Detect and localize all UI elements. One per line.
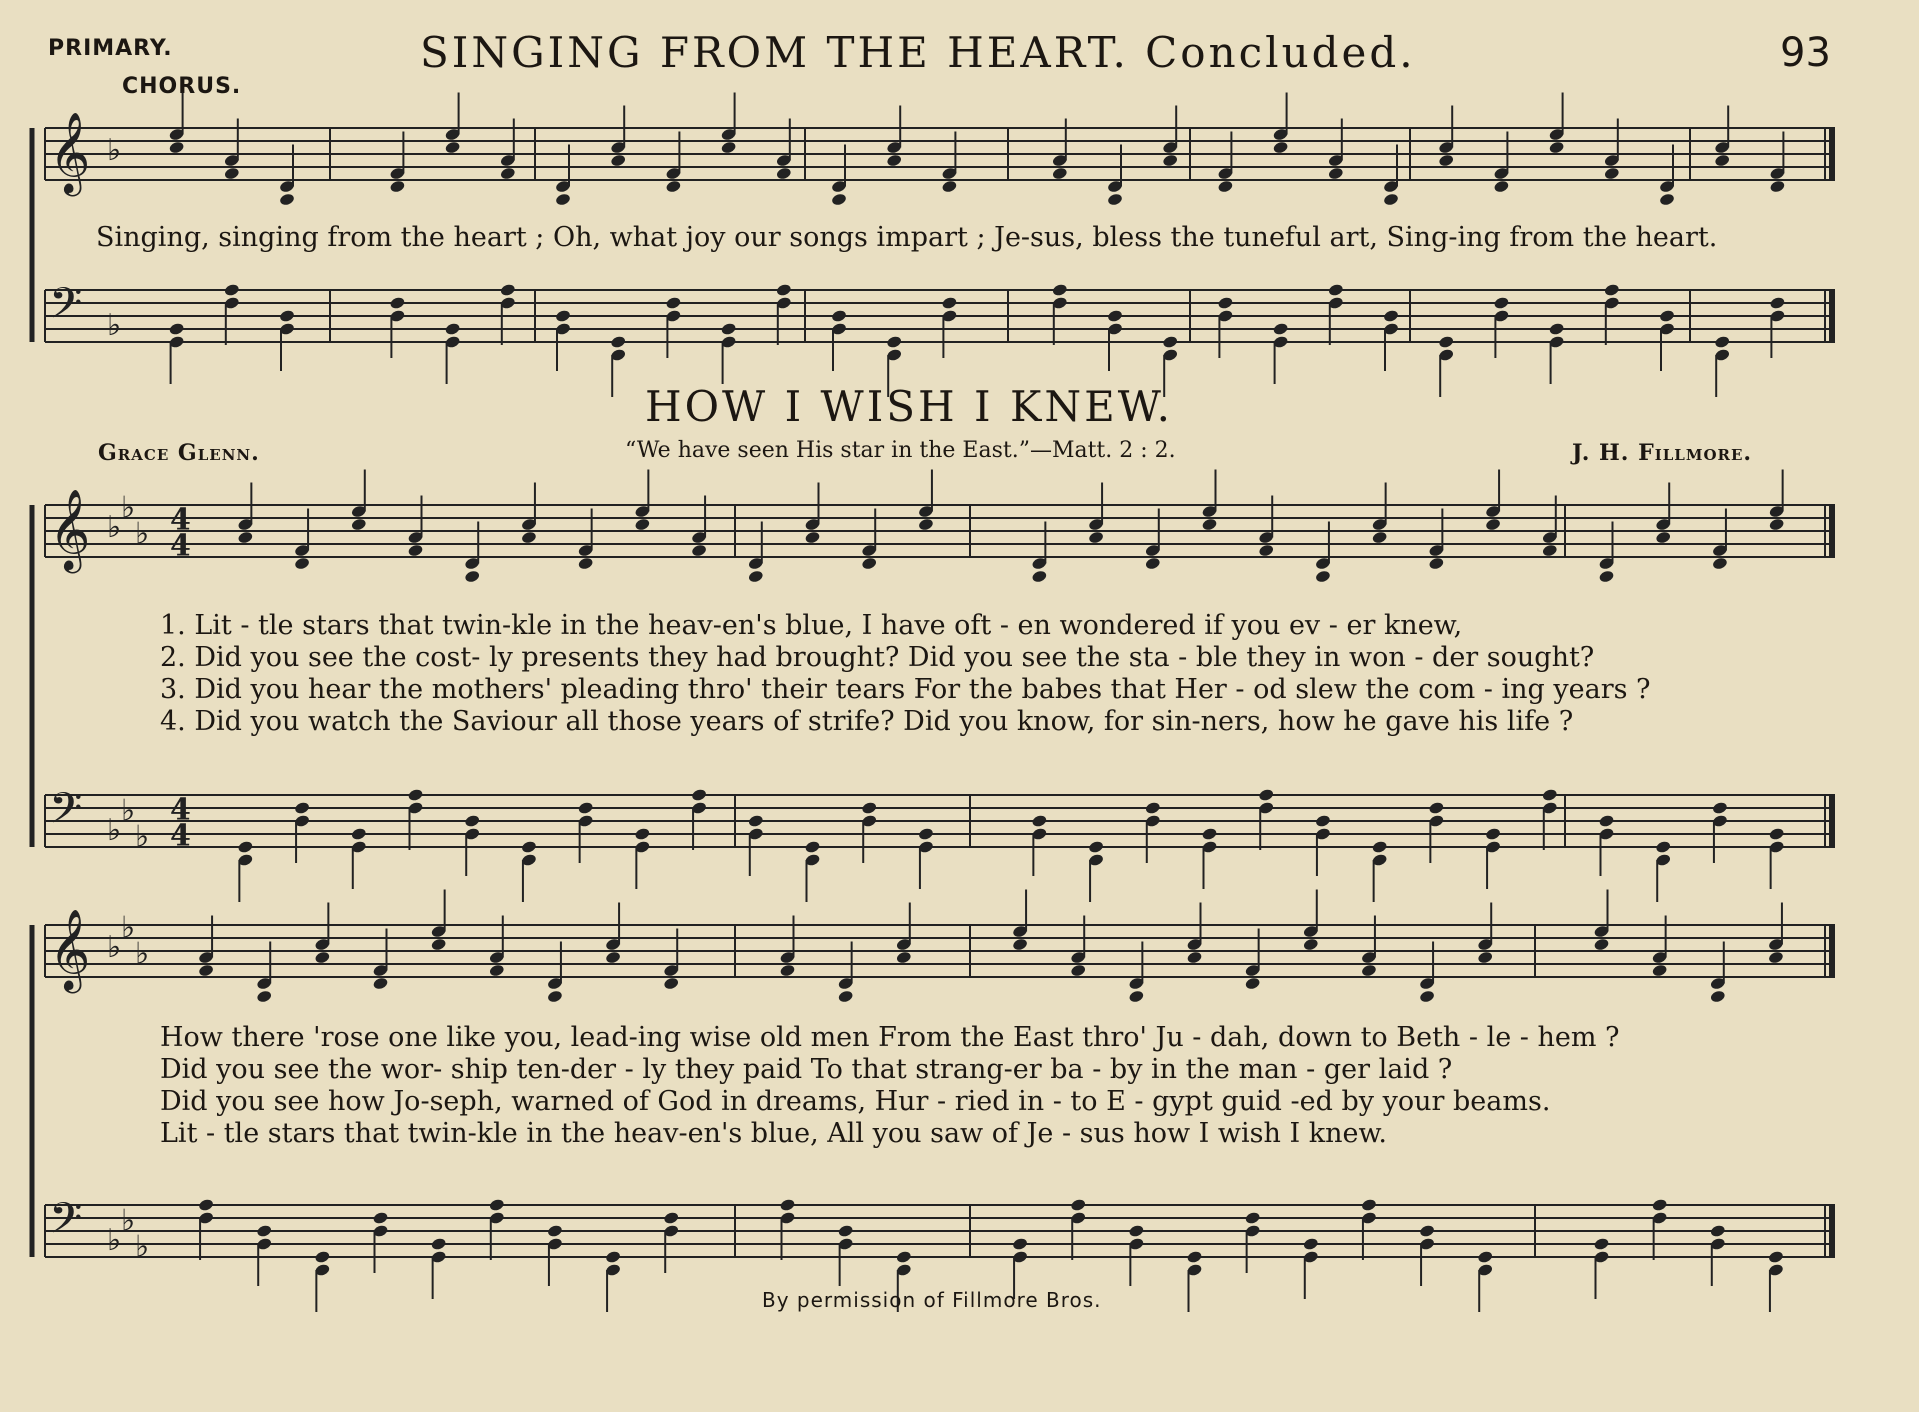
flat-icon: ♭	[121, 490, 136, 526]
notehead	[747, 569, 764, 583]
notehead	[256, 1224, 273, 1238]
notehead	[634, 517, 651, 531]
notehead	[430, 937, 447, 951]
notehead	[665, 179, 682, 193]
bass-clef-icon: 𝄢	[49, 1194, 83, 1254]
notehead	[547, 989, 564, 1003]
notehead	[1371, 840, 1388, 854]
notehead	[804, 530, 821, 544]
flat-icon: ♭	[107, 813, 122, 848]
author-credit: Grace Glenn.	[98, 440, 260, 466]
notehead	[804, 840, 821, 854]
notehead	[521, 840, 538, 854]
notehead	[691, 788, 708, 802]
time-signature-top: 4	[170, 792, 191, 828]
notehead	[464, 814, 481, 828]
notehead	[577, 801, 594, 815]
notehead	[294, 556, 311, 570]
notehead	[237, 840, 254, 854]
notehead	[1768, 517, 1785, 531]
notehead	[1598, 814, 1615, 828]
notehead	[1012, 937, 1029, 951]
notehead	[1438, 153, 1455, 167]
notehead	[1128, 989, 1145, 1003]
notehead	[1598, 569, 1615, 583]
notehead	[1714, 153, 1731, 167]
notehead	[1031, 569, 1048, 583]
notehead	[1258, 543, 1275, 557]
chorus-lyric: Singing, singing from the heart ; Oh, what joy our songs impart ; Je-sus, bless the tuneful art, Sing-ing from the heart.	[96, 222, 1718, 253]
flat-icon: ♭	[135, 1229, 150, 1265]
notehead	[1144, 801, 1161, 815]
flat-icon: ♭	[107, 930, 122, 965]
notehead	[776, 283, 793, 297]
notehead	[1493, 296, 1510, 310]
notehead	[1052, 166, 1069, 180]
notehead	[1593, 1237, 1610, 1251]
bass-clef-icon: 𝄢	[49, 784, 83, 844]
flat-icon: ♭	[107, 133, 122, 168]
notehead	[1315, 569, 1332, 583]
notehead	[1012, 1237, 1029, 1251]
notehead	[1070, 1198, 1087, 1212]
notehead	[918, 517, 935, 531]
notehead	[605, 950, 622, 964]
notehead	[1604, 283, 1621, 297]
final-barline	[1829, 795, 1835, 847]
bass-clef-icon: 𝄢	[49, 279, 83, 339]
notehead	[500, 283, 517, 297]
notehead	[1548, 140, 1565, 154]
notehead	[837, 989, 854, 1003]
notehead	[1768, 1250, 1785, 1264]
notehead	[372, 1211, 389, 1225]
notehead	[256, 989, 273, 1003]
notehead	[224, 283, 241, 297]
notehead	[1659, 192, 1676, 206]
notehead	[1186, 1250, 1203, 1264]
notehead	[941, 296, 958, 310]
notehead	[1201, 517, 1218, 531]
notehead	[1541, 788, 1558, 802]
notehead	[1088, 840, 1105, 854]
verse-line: How there 'rose one like you, lead-ing wise old men From the East thro' Ju - dah, down to Beth - le - hem ?	[160, 1022, 1620, 1053]
notehead	[350, 517, 367, 531]
notehead	[1031, 814, 1048, 828]
verse-line: Did you see how Jo-seph, warned of God in dreams, Hur - ried in - to E - gypt guid -ed by your beams.	[160, 1086, 1551, 1117]
final-barline	[1829, 1205, 1835, 1257]
notehead	[555, 309, 572, 323]
notehead	[372, 976, 389, 990]
notehead	[779, 963, 796, 977]
notehead	[314, 1250, 331, 1264]
verse-line: 4. Did you watch the Saviour all those years of strife? Did you know, for sin-ners, how he gave his life ?	[160, 706, 1574, 737]
notehead	[1768, 950, 1785, 964]
notehead	[861, 556, 878, 570]
treble-clef-icon: 𝄞	[49, 111, 91, 193]
notehead	[1709, 989, 1726, 1003]
notehead	[1485, 517, 1502, 531]
permission-note: By permission of Fillmore Bros.	[762, 1288, 1102, 1312]
treble-clef-icon: 𝄞	[49, 488, 91, 570]
notehead	[610, 153, 627, 167]
notehead	[1419, 989, 1436, 1003]
notehead	[314, 950, 331, 964]
notehead	[1768, 827, 1785, 841]
notehead	[1217, 179, 1234, 193]
notehead	[1302, 1237, 1319, 1251]
notehead	[488, 963, 505, 977]
notehead	[1593, 937, 1610, 951]
notehead	[861, 801, 878, 815]
notehead	[389, 179, 406, 193]
chorus-label: CHORUS.	[122, 74, 242, 99]
notehead	[1655, 530, 1672, 544]
notehead	[610, 335, 627, 349]
section-label: PRIMARY.	[48, 36, 173, 61]
notehead	[720, 322, 737, 336]
notehead	[444, 140, 461, 154]
notehead	[1128, 1224, 1145, 1238]
notehead	[350, 827, 367, 841]
time-signature-top: 4	[170, 502, 191, 538]
song-title: HOW I WISH I KNEW.	[645, 382, 1173, 431]
notehead	[1709, 1224, 1726, 1238]
notehead	[1493, 179, 1510, 193]
notehead	[464, 569, 481, 583]
notehead	[1383, 309, 1400, 323]
notehead	[691, 543, 708, 557]
notehead	[1651, 1198, 1668, 1212]
notehead	[577, 556, 594, 570]
notehead	[941, 179, 958, 193]
notehead	[1107, 192, 1124, 206]
notehead	[407, 543, 424, 557]
notehead	[886, 335, 903, 349]
notehead	[1144, 556, 1161, 570]
epigraph: “We have seen His star in the East.”—Matt. 2 : 2.	[625, 438, 1176, 463]
notehead	[831, 309, 848, 323]
flat-icon: ♭	[135, 936, 150, 972]
notehead	[1272, 322, 1289, 336]
flat-icon: ♭	[107, 308, 122, 343]
notehead	[1659, 309, 1676, 323]
notehead	[1712, 556, 1729, 570]
flat-icon: ♭	[121, 793, 136, 829]
notehead	[198, 963, 215, 977]
final-barline	[1829, 505, 1835, 557]
notehead	[279, 192, 296, 206]
notehead	[279, 309, 296, 323]
notehead	[1548, 322, 1565, 336]
notehead	[1383, 192, 1400, 206]
flat-icon: ♭	[135, 516, 150, 552]
notehead	[1428, 556, 1445, 570]
page-number: 93	[1780, 30, 1831, 76]
notehead	[1651, 963, 1668, 977]
final-barline	[1829, 290, 1835, 342]
notehead	[1244, 1211, 1261, 1225]
notehead	[1477, 950, 1494, 964]
verse-line: 3. Did you hear the mothers' pleading thro' their tears For the babes that Her - od slew the com - ing years ?	[160, 674, 1651, 705]
notehead	[1361, 963, 1378, 977]
notehead	[168, 322, 185, 336]
final-barline	[1829, 128, 1835, 180]
notehead	[1428, 801, 1445, 815]
notehead	[1541, 543, 1558, 557]
notehead	[1361, 1198, 1378, 1212]
notehead	[1769, 179, 1786, 193]
notehead	[389, 296, 406, 310]
verse-line: Did you see the wor- ship ten-der - ly they paid To that strang-er ba - by in the man - ger laid ?	[160, 1054, 1453, 1085]
notehead	[1769, 296, 1786, 310]
time-signature-bottom: 4	[170, 818, 191, 854]
notehead	[1371, 530, 1388, 544]
notehead	[1052, 283, 1069, 297]
notehead	[1162, 153, 1179, 167]
notehead	[1712, 801, 1729, 815]
notehead	[1217, 296, 1234, 310]
notehead	[1107, 309, 1124, 323]
notehead	[665, 296, 682, 310]
flat-icon: ♭	[121, 1203, 136, 1239]
notehead	[1477, 1250, 1494, 1264]
notehead	[1604, 166, 1621, 180]
notehead	[547, 1224, 564, 1238]
notehead	[720, 140, 737, 154]
notehead	[488, 1198, 505, 1212]
final-barline	[1829, 925, 1835, 977]
notehead	[294, 801, 311, 815]
notehead	[1328, 283, 1345, 297]
notehead	[1201, 827, 1218, 841]
notehead	[634, 827, 651, 841]
notehead	[444, 322, 461, 336]
notehead	[1438, 335, 1455, 349]
verse-line: 1. Lit - tle stars that twin-kle in the heav-en's blue, I have oft - en wondered if you ev - er knew,	[160, 610, 1463, 641]
notehead	[918, 827, 935, 841]
notehead	[500, 166, 517, 180]
notehead	[1714, 335, 1731, 349]
notehead	[1272, 140, 1289, 154]
notehead	[237, 530, 254, 544]
notehead	[895, 950, 912, 964]
notehead	[1302, 937, 1319, 951]
notehead	[407, 788, 424, 802]
notehead	[831, 192, 848, 206]
notehead	[837, 1224, 854, 1238]
notehead	[224, 166, 241, 180]
notehead	[521, 530, 538, 544]
flat-icon: ♭	[135, 819, 150, 855]
notehead	[1419, 1224, 1436, 1238]
flat-icon: ♭	[121, 910, 136, 946]
flat-icon: ♭	[107, 510, 122, 545]
notehead	[605, 1250, 622, 1264]
notehead	[168, 140, 185, 154]
notehead	[1186, 950, 1203, 964]
notehead	[1655, 840, 1672, 854]
notehead	[555, 192, 572, 206]
notehead	[198, 1198, 215, 1212]
notehead	[1244, 976, 1261, 990]
notehead	[895, 1250, 912, 1264]
notehead	[663, 976, 680, 990]
page-title: SINGING FROM THE HEART. Concluded.	[420, 28, 1416, 77]
notehead	[1088, 530, 1105, 544]
notehead	[1315, 814, 1332, 828]
notehead	[1258, 788, 1275, 802]
flat-icon: ♭	[107, 1223, 122, 1258]
notehead	[430, 1237, 447, 1251]
notehead	[779, 1198, 796, 1212]
notehead	[1070, 963, 1087, 977]
verse-line: 2. Did you see the cost- ly presents they had brought? Did you see the sta - ble they in won - der sought?	[160, 642, 1595, 673]
notehead	[663, 1211, 680, 1225]
notehead	[1328, 166, 1345, 180]
notehead	[886, 153, 903, 167]
composer-credit: J. H. Fillmore.	[1572, 440, 1753, 466]
time-signature-bottom: 4	[170, 528, 191, 564]
verse-line: Lit - tle stars that twin-kle in the heav-en's blue, All you saw of Je - sus how I wish I knew.	[160, 1118, 1387, 1149]
treble-clef-icon: 𝄞	[49, 908, 91, 990]
notehead	[747, 814, 764, 828]
notehead	[1162, 335, 1179, 349]
notehead	[1485, 827, 1502, 841]
notehead	[776, 166, 793, 180]
